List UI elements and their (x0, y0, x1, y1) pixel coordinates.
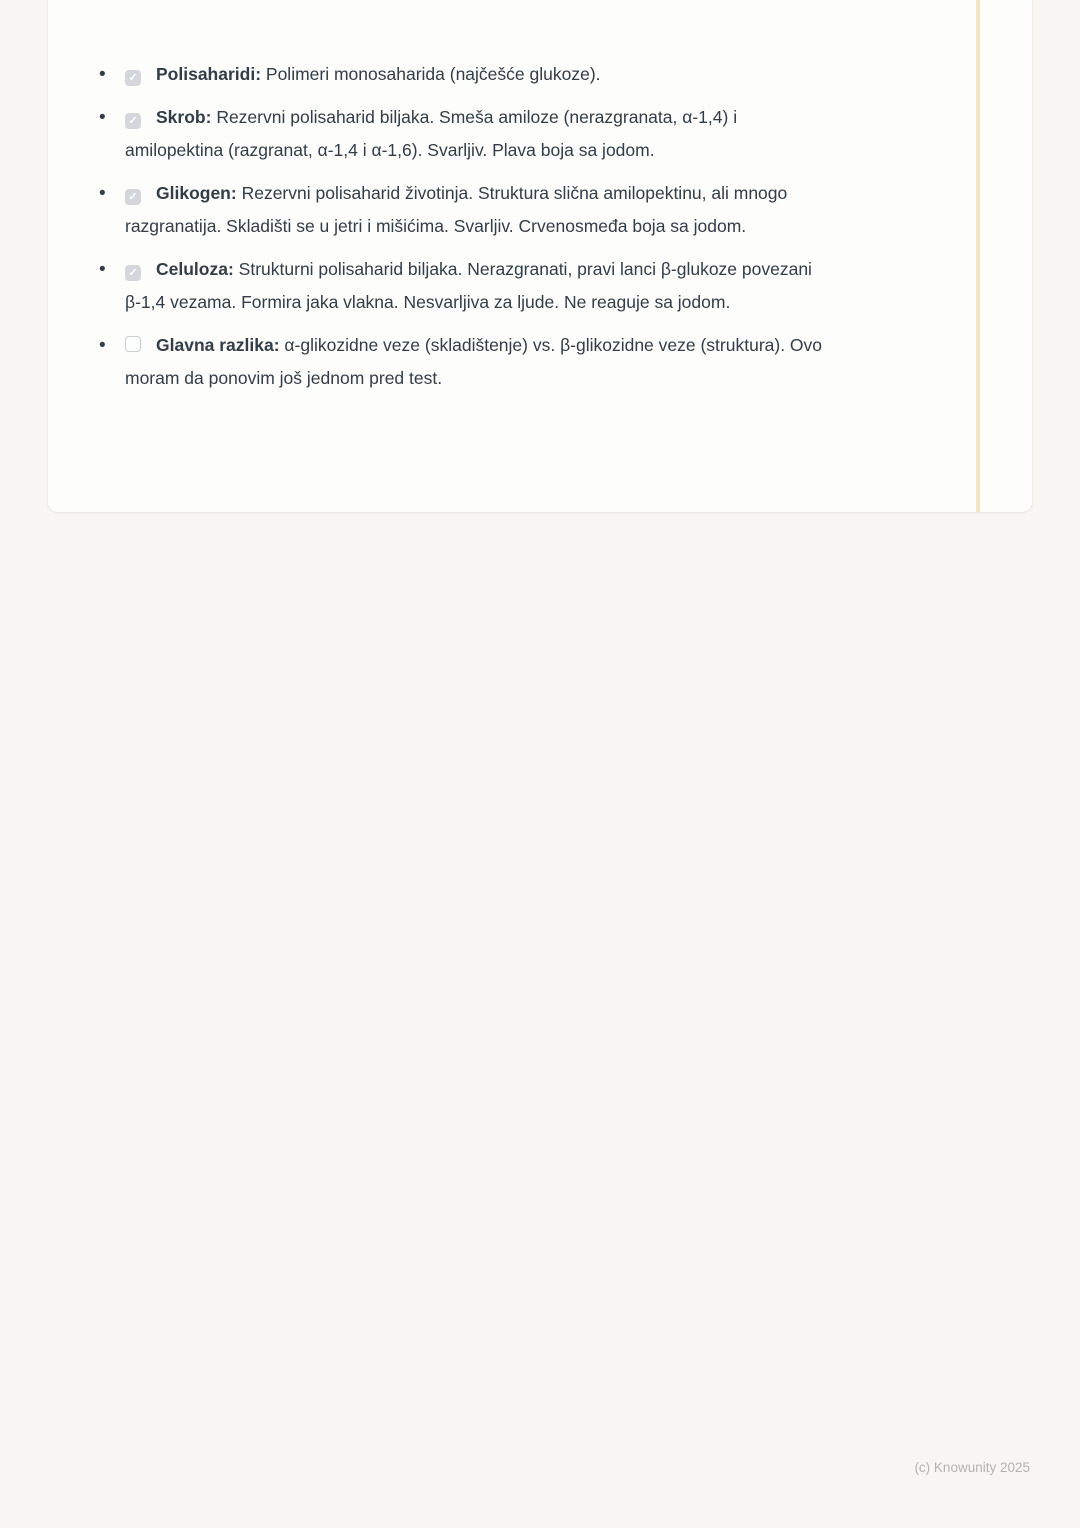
item-text: Polimeri monosaharida (najčešće glukoze). (265, 64, 601, 84)
item-label: Glavna razlika: (156, 335, 280, 355)
bullet-icon: • (99, 64, 106, 85)
item-label: Glikogen: (156, 183, 237, 203)
checklist-item (99, 177, 827, 243)
checkbox-icon[interactable]: ✓ (125, 113, 141, 129)
item-text: α-glikozidne veze (skladištenje) vs. β-glikozidne veze (struktura). Ovo moram da ponovim još jednom pred test. (125, 335, 823, 388)
checklist-item (99, 253, 827, 319)
item-text: Rezervni polisaharid biljaka. Smeša amiloze (nerazgranata, α-1,4) i amilopektina (razgranat, α-1,4 i α-1,6). Svarljiv. Plava boja sa jodom. (125, 107, 738, 160)
note-card (48, 0, 1032, 512)
item-label: Skrob: (156, 107, 212, 127)
bullet-icon: • (99, 335, 106, 356)
checkbox-icon[interactable] (125, 336, 141, 352)
item-label: Polisaharidi: (156, 64, 262, 84)
bullet-icon: • (99, 183, 106, 204)
checklist (48, 0, 1032, 395)
item-label: Celuloza: (156, 259, 234, 279)
checklist-item (99, 329, 827, 395)
item-text: Rezervni polisaharid životinja. Struktura slična amilopektinu, ali mnogo razgranatija. Skladišti se u jetri i mišićima. Svarljiv. Crvenosmeđa boja sa jodom. (125, 183, 788, 236)
accent-margin-line (976, 0, 980, 512)
checkbox-icon[interactable]: ✓ (125, 70, 141, 86)
checklist-item (99, 101, 827, 167)
item-text: Strukturni polisaharid biljaka. Nerazgranati, pravi lanci β-glukoze povezani β-1,4 vezama. Formira jaka vlakna. Nesvarljiva za ljude. Ne reaguje sa jodom. (125, 259, 812, 312)
checkbox-icon[interactable]: ✓ (125, 189, 141, 205)
bullet-icon: • (99, 259, 106, 280)
checklist-item (99, 58, 827, 91)
checkbox-icon[interactable]: ✓ (125, 265, 141, 281)
copyright-footer: (c) Knowunity 2025 (914, 1460, 1030, 1475)
bullet-icon: • (99, 107, 106, 128)
